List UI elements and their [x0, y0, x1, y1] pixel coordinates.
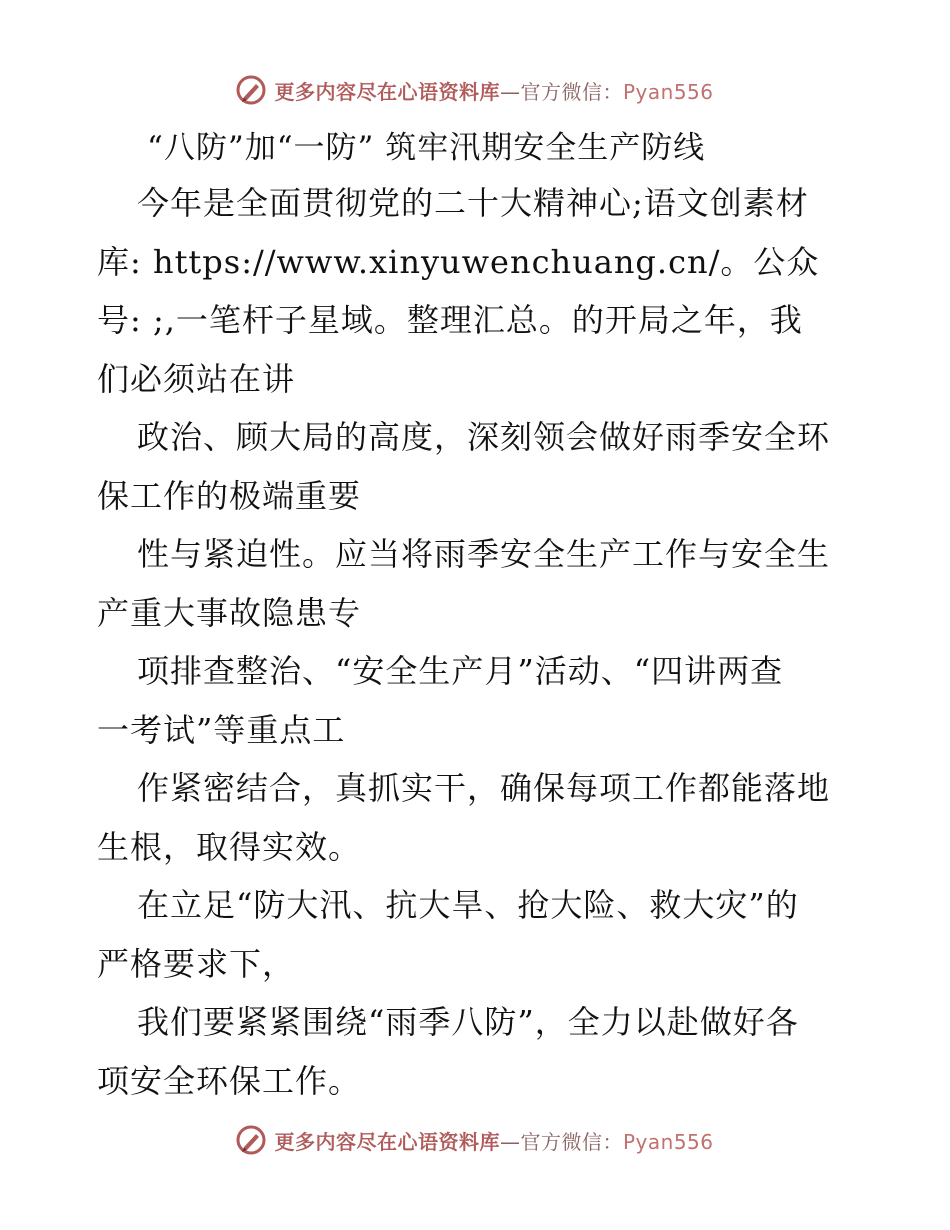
- text-line: 生根，取得实效。: [97, 827, 362, 866]
- text-line: 号: ;,一笔杆子星域。整理汇总。的开局之年，我: [97, 301, 803, 339]
- text-line: 们必须站在讲: [97, 359, 296, 398]
- header-watermark: [0, 70, 950, 110]
- watermark-site-text: 更多内容尽在心语资料库: [274, 1129, 500, 1154]
- watermark-separator: —: [499, 1129, 521, 1154]
- footer-watermark: [0, 1120, 950, 1160]
- watermark-label: [274, 76, 713, 105]
- watermark-label: [274, 1126, 713, 1155]
- text-line: 库: https://www.xinyuwenchuang.cn/。公众: [97, 242, 820, 281]
- text-line: 严格要求下，: [97, 944, 296, 983]
- paragraph-intro: [97, 174, 857, 1110]
- text-line: 项排查整治、“安全生产月”活动、“四讲两查: [137, 652, 784, 690]
- watermark-separator: —: [499, 79, 521, 104]
- text-line: 我们要紧紧围绕“雨季八防”，全力以赴做好各: [137, 1003, 799, 1041]
- document-title: “八防”加“一防” 筑牢汛期安全生产防线: [147, 130, 706, 166]
- text-line: 保工作的极端重要: [97, 476, 362, 515]
- pen-logo-icon: [236, 1125, 266, 1155]
- text-line: 在立足“防大汛、抗大旱、抢大险、救大灾”的: [137, 886, 799, 924]
- text-line: 今年是全面贯彻党的二十大精神心;语文创素材: [137, 184, 809, 222]
- text-line: 一考试”等重点工: [97, 710, 346, 749]
- pen-logo-icon: [236, 75, 266, 105]
- text-line: 性与紧迫性。应当将雨季安全生产工作与安全生: [137, 535, 831, 573]
- document-body: [97, 122, 857, 1110]
- text-line: 作紧密结合，真抓实干，确保每项工作都能落地: [137, 769, 831, 807]
- watermark-wechat-id: Pyan556: [622, 1129, 714, 1154]
- text-line: 项安全环保工作。: [97, 1061, 362, 1100]
- watermark-site-text: 更多内容尽在心语资料库: [274, 79, 500, 104]
- watermark-official-text: 官方微信：: [520, 79, 623, 104]
- text-line: 政治、顾大局的高度，深刻领会做好雨季安全环: [137, 418, 831, 456]
- watermark-official-text: 官方微信：: [520, 1129, 623, 1154]
- watermark-wechat-id: Pyan556: [622, 79, 714, 104]
- text-line: 产重大事故隐患专: [97, 593, 362, 632]
